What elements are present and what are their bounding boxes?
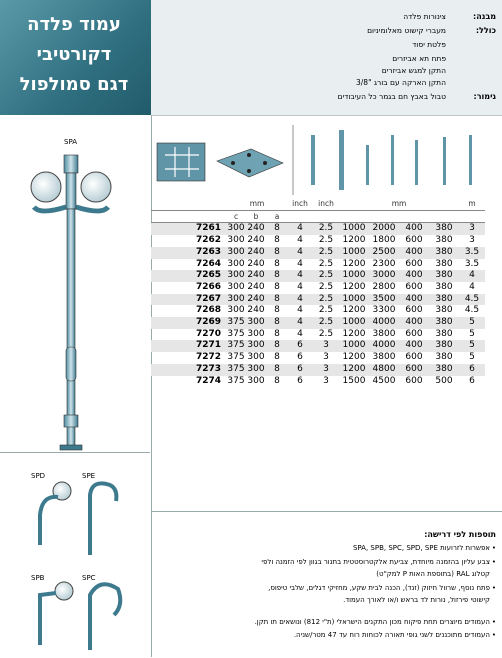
cell-i2: 2.5	[318, 235, 334, 246]
cell-code: 7269	[195, 317, 221, 328]
cell-i2: 3	[323, 352, 329, 363]
cell-c: 375	[227, 317, 245, 328]
spec-table	[151, 198, 485, 387]
cell-i2: 2.5	[318, 328, 334, 339]
panel-divider	[0, 452, 150, 453]
title-line-2: דקורטיבי	[36, 44, 112, 65]
cell-i1: 4	[297, 235, 303, 246]
cell-i2: 2.5	[318, 317, 334, 328]
unit-m: m	[459, 198, 485, 210]
cell-c: 300	[227, 235, 245, 246]
cell-m: 3	[469, 223, 475, 234]
label-spd: SPD	[31, 472, 46, 480]
cell-a: 8	[274, 281, 280, 292]
cell-i1: 4	[297, 281, 303, 292]
product-title-block	[0, 0, 151, 115]
cell-d2: 4000	[372, 317, 396, 328]
cell-c: 300	[227, 246, 245, 257]
cell-d3: 600	[405, 258, 423, 269]
cell-d3: 600	[405, 352, 423, 363]
cell-i2: 3	[323, 363, 329, 374]
cell-b: 300	[247, 317, 265, 328]
table-row	[151, 329, 485, 341]
spec-table-area	[151, 115, 502, 511]
cell-i2: 3	[323, 340, 329, 351]
cell-a: 8	[274, 235, 280, 246]
cell-d3: 600	[405, 375, 423, 386]
cell-i1: 4	[297, 258, 303, 269]
table-row	[151, 317, 485, 329]
table-row	[151, 305, 485, 317]
unit-mm-left: mm	[227, 198, 287, 210]
notes-block	[151, 511, 502, 658]
arm-variants-drawing	[0, 455, 150, 655]
cell-m: 5	[469, 328, 475, 339]
cell-b: 300	[247, 340, 265, 351]
cell-d4: 380	[435, 281, 453, 292]
cell-b: 240	[247, 281, 265, 292]
cell-c: 375	[227, 352, 245, 363]
cell-d4: 380	[435, 340, 453, 351]
table-row	[151, 340, 485, 352]
cell-b: 240	[247, 258, 265, 269]
cell-d2: 2800	[372, 281, 396, 292]
cell-m: 3	[469, 235, 475, 246]
cell-c: 300	[227, 293, 245, 304]
cell-a: 8	[274, 328, 280, 339]
cell-d3: 600	[405, 281, 423, 292]
cell-d2: 1800	[372, 235, 396, 246]
cell-i1: 4	[297, 246, 303, 257]
info-label-finish: גימור:	[473, 92, 496, 101]
cell-d1: 1000	[342, 340, 366, 351]
cell-i2: 2.5	[318, 246, 334, 257]
note-paint-2: קטלוג RAL (בתוספת האות P למק"ט)	[376, 570, 490, 578]
cell-d2: 2500	[372, 246, 396, 257]
cell-d1: 1200	[342, 363, 366, 374]
label-spc: SPC	[82, 574, 96, 582]
cell-i1: 4	[297, 328, 303, 339]
cell-d3: 400	[405, 293, 423, 304]
cell-b: 240	[247, 246, 265, 257]
cell-c: 375	[227, 340, 245, 351]
cell-code: 7268	[195, 305, 221, 316]
info-value-3: פתח תא אביזרים	[392, 54, 446, 63]
cell-code: 7271	[195, 340, 221, 351]
cell-d4: 380	[435, 352, 453, 363]
info-value-2: פלטת יסוד	[412, 40, 446, 49]
cell-d2: 3500	[372, 293, 396, 304]
cell-i2: 2.5	[318, 258, 334, 269]
cell-a: 8	[274, 317, 280, 328]
cell-d3: 600	[405, 235, 423, 246]
table-row	[151, 259, 485, 271]
note-standard: העמודים מיוצרים תחת פיקוח מכון התקנים הישראלי (ת"י 812) ונושאים תו תקן. •	[255, 618, 490, 626]
cell-d4: 380	[435, 305, 453, 316]
cell-code: 7273	[195, 363, 221, 374]
cell-code: 7262	[195, 235, 221, 246]
cell-c: 375	[227, 375, 245, 386]
title-line-1: עמוד פלדה	[27, 14, 121, 35]
cell-d2: 3000	[372, 270, 396, 281]
cell-i2: 2.5	[318, 293, 334, 304]
units-row	[151, 198, 485, 210]
notes-heading: תוספות לפי דרישה:	[424, 530, 496, 539]
note-wind: העמודים מתוכננים לשני גופי תאורה לכוחות רוח עד 47 מטר/שניה. •	[294, 631, 490, 639]
cell-i1: 6	[297, 352, 303, 363]
cell-d3: 400	[405, 223, 423, 234]
cell-b: 300	[247, 352, 265, 363]
cell-i1: 4	[297, 293, 303, 304]
cell-i1: 6	[297, 363, 303, 374]
cell-m: 3.5	[464, 258, 480, 269]
cell-d2: 4000	[372, 340, 396, 351]
cell-m: 4	[469, 270, 475, 281]
cell-m: 5	[469, 317, 475, 328]
cell-a: 8	[274, 363, 280, 374]
table-row	[151, 376, 485, 388]
cell-a: 8	[274, 246, 280, 257]
cell-a: 8	[274, 305, 280, 316]
cell-m: 6	[469, 375, 475, 386]
subheader-row	[151, 210, 485, 223]
cell-d4: 380	[435, 235, 453, 246]
cell-d1: 1200	[342, 305, 366, 316]
label-spe: SPE	[82, 472, 96, 480]
cell-code: 7272	[195, 352, 221, 363]
cell-b: 300	[247, 328, 265, 339]
info-value-4: התקן למגש אביזרים	[381, 66, 446, 75]
cell-c: 300	[227, 258, 245, 269]
info-value-finish: טבול באבץ חם בגמר כל העיבודים	[337, 92, 446, 101]
cell-d4: 380	[435, 328, 453, 339]
cell-code: 7274	[195, 375, 221, 386]
cell-a: 8	[274, 258, 280, 269]
cell-m: 5	[469, 352, 475, 363]
cell-i2: 2.5	[318, 305, 334, 316]
cell-c: 300	[227, 270, 245, 281]
note-extras-2: קישוטי פירזול, נורות לד בראש ו/או לאורך העמוד.	[343, 596, 490, 604]
dimension-diagrams	[151, 115, 502, 211]
cell-a: 8	[274, 375, 280, 386]
note-arms: אפשרות לזרועות SPA, SPB, SPC, SPD, SPE •	[353, 544, 490, 552]
cell-d3: 600	[405, 363, 423, 374]
cell-d4: 380	[435, 293, 453, 304]
cell-code: 7267	[195, 293, 221, 304]
cell-d4: 380	[435, 317, 453, 328]
cell-b: 300	[247, 375, 265, 386]
cell-code: 7261	[195, 223, 221, 234]
cell-code: 7270	[195, 328, 221, 339]
cell-code: 7263	[195, 246, 221, 257]
info-value-structure: צינורות פלדה	[403, 12, 446, 21]
cell-m: 5	[469, 340, 475, 351]
cell-d1: 1500	[342, 375, 366, 386]
cell-i2: 2.5	[318, 270, 334, 281]
cell-d2: 3300	[372, 305, 396, 316]
cell-b: 240	[247, 235, 265, 246]
cell-d1: 1000	[342, 246, 366, 257]
unit-mm-right: mm	[339, 198, 459, 210]
cell-d1: 1000	[342, 317, 366, 328]
table-row	[151, 247, 485, 259]
info-label-includes: כולל:	[475, 26, 496, 35]
cell-d1: 1200	[342, 352, 366, 363]
table-row	[151, 270, 485, 282]
cell-d1: 1200	[342, 281, 366, 292]
cell-code: 7265	[195, 270, 221, 281]
cell-d4: 380	[435, 258, 453, 269]
table-row	[151, 294, 485, 306]
col-c: c	[227, 210, 245, 223]
cell-d1: 1200	[342, 328, 366, 339]
cell-i1: 4	[297, 317, 303, 328]
title-line-3: דגם סמולפול	[19, 74, 129, 95]
cell-d3: 600	[405, 305, 423, 316]
cell-i2: 2.5	[318, 281, 334, 292]
table-row	[151, 235, 485, 247]
cell-d1: 1000	[342, 270, 366, 281]
cell-a: 8	[274, 223, 280, 234]
cell-m: 4.5	[464, 305, 480, 316]
cell-i1: 4	[297, 270, 303, 281]
cell-c: 300	[227, 305, 245, 316]
table-row	[151, 352, 485, 364]
cell-b: 300	[247, 363, 265, 374]
cell-d1: 1200	[342, 258, 366, 269]
cell-code: 7266	[195, 281, 221, 292]
unit-inch-2: inch	[313, 198, 339, 210]
info-value-5: התקן הארקה עם בורג "3/8	[355, 78, 446, 87]
spec-info-block	[151, 0, 502, 116]
cell-b: 240	[247, 223, 265, 234]
cell-d2: 4800	[372, 363, 396, 374]
info-label-structure: מבנה:	[473, 12, 496, 21]
cell-b: 240	[247, 270, 265, 281]
cell-d2: 3800	[372, 352, 396, 363]
cell-i1: 4	[297, 223, 303, 234]
table-row	[151, 364, 485, 376]
cell-d1: 1000	[342, 293, 366, 304]
cell-d1: 1000	[342, 223, 366, 234]
col-a: a	[267, 210, 287, 223]
cell-i1: 4	[297, 305, 303, 316]
cell-d2: 3800	[372, 328, 396, 339]
cell-d1: 1200	[342, 235, 366, 246]
unit-inch-1: inch	[287, 198, 313, 210]
cell-code: 7264	[195, 258, 221, 269]
info-value-1: מעברי קישוט מאלומיניום	[367, 26, 446, 35]
cell-i2: 2.5	[318, 223, 334, 234]
cell-m: 4.5	[464, 293, 480, 304]
table-row	[151, 282, 485, 294]
cell-b: 240	[247, 305, 265, 316]
cell-m: 4	[469, 281, 475, 292]
cell-d2: 2300	[372, 258, 396, 269]
cell-i1: 6	[297, 375, 303, 386]
cell-d2: 2000	[372, 223, 396, 234]
cell-d4: 380	[435, 270, 453, 281]
cell-c: 300	[227, 223, 245, 234]
cell-c: 375	[227, 363, 245, 374]
table-row	[151, 223, 485, 235]
cell-d3: 400	[405, 340, 423, 351]
label-spa: SPA	[64, 138, 78, 146]
cell-i1: 6	[297, 340, 303, 351]
label-spb: SPB	[31, 574, 45, 582]
cell-d2: 4500	[372, 375, 396, 386]
pole-spa-drawing	[0, 115, 150, 465]
cell-d3: 400	[405, 246, 423, 257]
cell-a: 8	[274, 340, 280, 351]
cell-d4: 380	[435, 223, 453, 234]
pole-drawings-panel	[0, 115, 152, 657]
cell-i2: 3	[323, 375, 329, 386]
cell-a: 8	[274, 270, 280, 281]
cell-d4: 380	[435, 246, 453, 257]
cell-d4: 500	[435, 375, 453, 386]
cell-c: 375	[227, 328, 245, 339]
cell-d3: 600	[405, 328, 423, 339]
cell-m: 3.5	[464, 246, 480, 257]
cell-a: 8	[274, 352, 280, 363]
cell-a: 8	[274, 293, 280, 304]
cell-d4: 380	[435, 363, 453, 374]
cell-c: 300	[227, 281, 245, 292]
cell-d3: 400	[405, 270, 423, 281]
col-b: b	[245, 210, 267, 223]
cell-d3: 400	[405, 317, 423, 328]
note-extras: פתח נוסף, שרוול חיזוק (זנד), הכנה לבית שקע, מחזיקי דגלים, שלבי טיפוס, •	[268, 584, 490, 592]
cell-m: 6	[469, 363, 475, 374]
cell-b: 240	[247, 293, 265, 304]
note-paint: צבע עליון בהזמנה מיוחדת, צביעת אלקטרוסטטית בתנור בגוון לפי הזמנה ולפי •	[261, 558, 490, 566]
